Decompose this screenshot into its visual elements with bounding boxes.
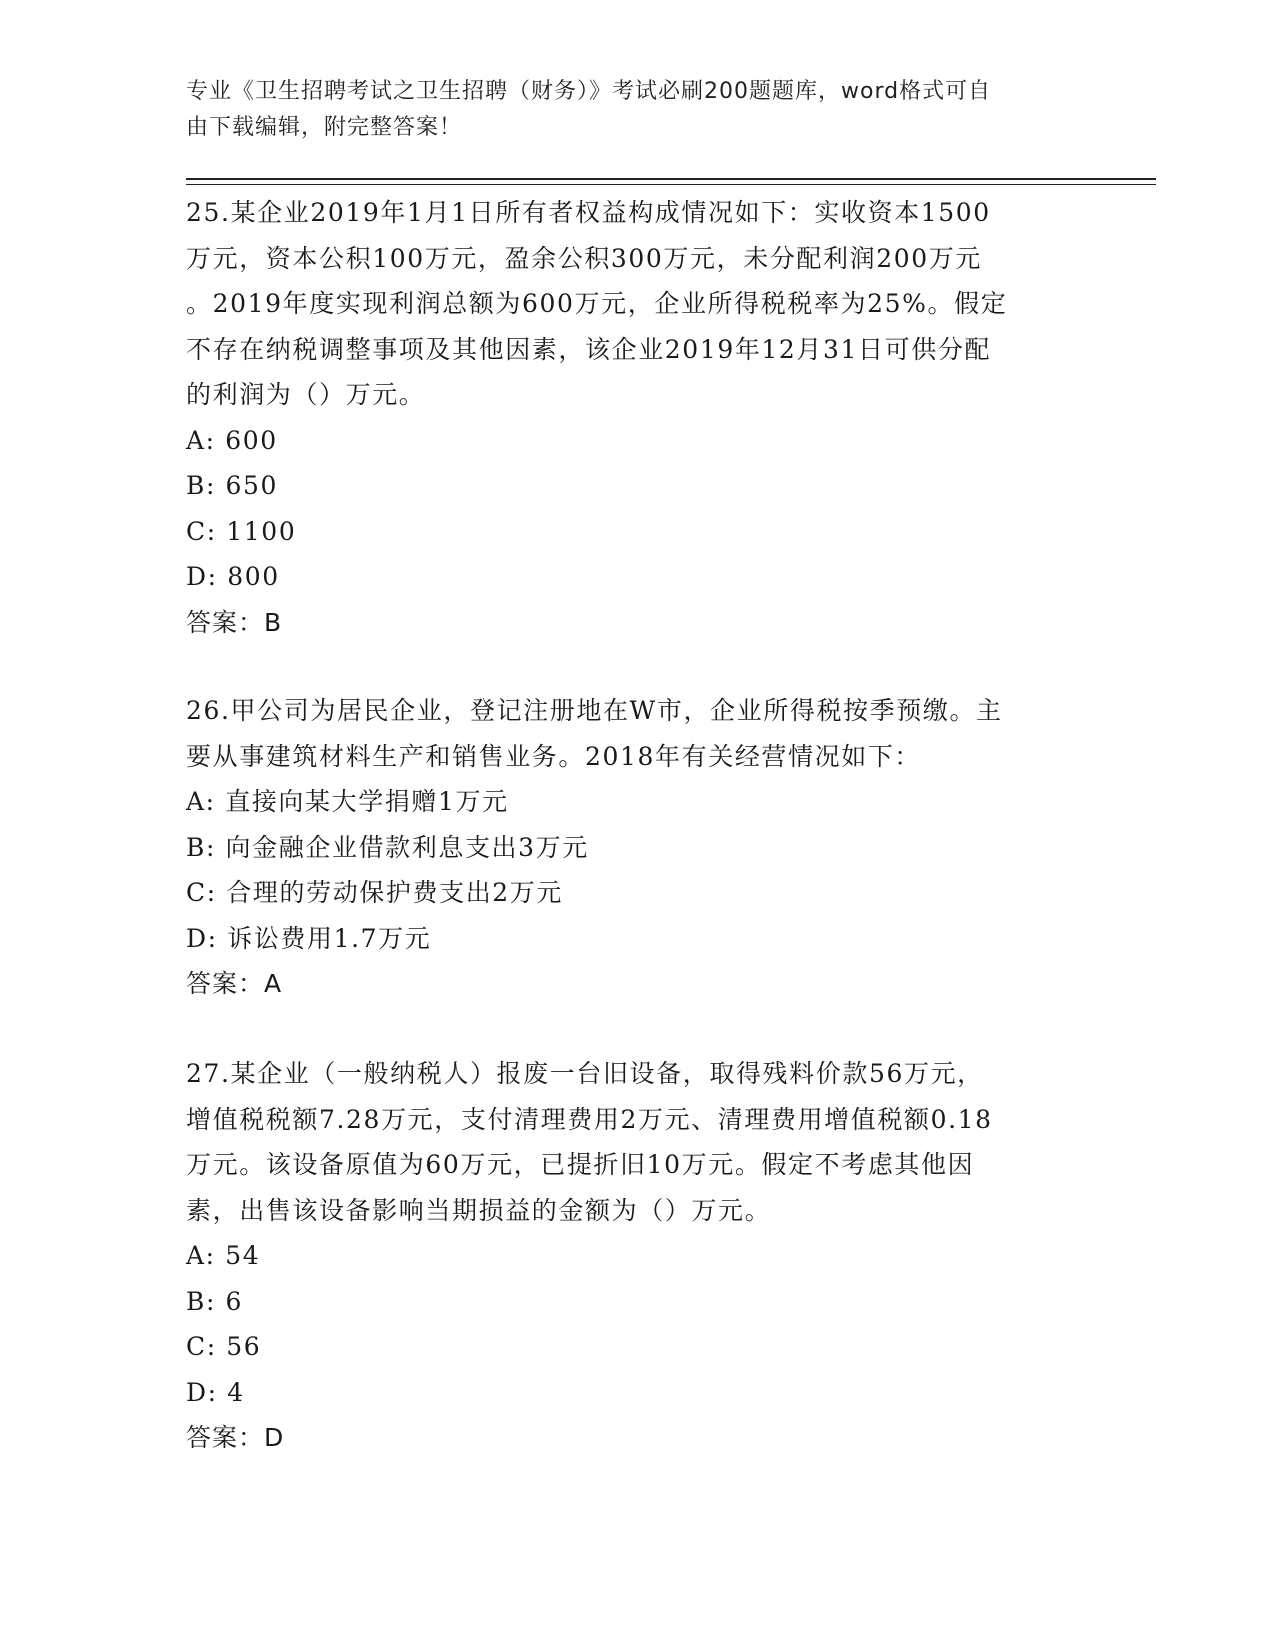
option-b: B: 650 — [186, 471, 279, 500]
question-text-line: 的利润为（）万元。 — [186, 380, 426, 409]
option-d: D: 4 — [186, 1377, 245, 1407]
question-text-line: 25.某企业2019年1月1日所有者权益构成情况如下：实收资本1500 — [186, 198, 991, 227]
answer-label: 答案：B — [186, 607, 283, 637]
answer-label: 答案：D — [186, 1423, 285, 1452]
answer-label: 答案：A — [186, 969, 283, 998]
header-divider-thick — [186, 178, 1156, 180]
question-text-line: 素，出售该设备影响当期损益的金额为（）万元。 — [186, 1195, 772, 1225]
header-line-2: 由下载编辑，附完整答案！ — [186, 115, 463, 140]
question-text-line: 26.甲公司为居民企业，登记注册地在W市，企业所得税按季预缴。主 — [186, 696, 1003, 725]
question-text-line: 27.某企业（一般纳税人）报废一台旧设备，取得残料价款56万元， — [186, 1059, 984, 1088]
question-text-line: 不存在纳税调整事项及其他因素，该企业2019年12月31日可供分配 — [186, 334, 992, 364]
option-d: D: 诉讼费用1.7万元 — [186, 923, 432, 953]
question-text-line: 要从事建筑材料生产和销售业务。2018年有关经营情况如下： — [186, 741, 922, 771]
option-c: C: 合理的劳动保护费支出2万元 — [186, 878, 564, 907]
option-b: B: 6 — [186, 1286, 244, 1316]
option-d: D: 800 — [186, 562, 280, 591]
question-26 — [186, 688, 1086, 1007]
question-25 — [186, 190, 1086, 645]
option-b: B: 向金融企业借款利息支出3万元 — [186, 832, 589, 862]
option-a: A: 54 — [186, 1241, 261, 1270]
question-text-line: 万元，资本公积100万元，盈余公积300万元，未分配利润200万元 — [186, 243, 982, 273]
question-27 — [186, 1051, 1086, 1461]
option-c: C: 1100 — [186, 516, 297, 546]
document-header — [186, 74, 1086, 146]
option-a: A: 600 — [186, 425, 278, 455]
question-text-line: 。2019年度实现利润总额为600万元，企业所得税税率为25%。假定 — [186, 289, 1008, 318]
question-text-line: 增值税税额7.28万元，支付清理费用2万元、清理费用增值税额0.18 — [186, 1104, 993, 1134]
header-line-1: 专业《卫生招聘考试之卫生招聘（财务）》考试必刷200题题库，word格式可自 — [186, 79, 992, 104]
option-c: C: 56 — [186, 1332, 262, 1361]
option-a: A: 直接向某大学捐赠1万元 — [186, 787, 509, 816]
question-text-line: 万元。该设备原值为60万元，已提折旧10万元。假定不考虑其他因 — [186, 1150, 975, 1179]
header-divider-thin — [186, 184, 1156, 185]
